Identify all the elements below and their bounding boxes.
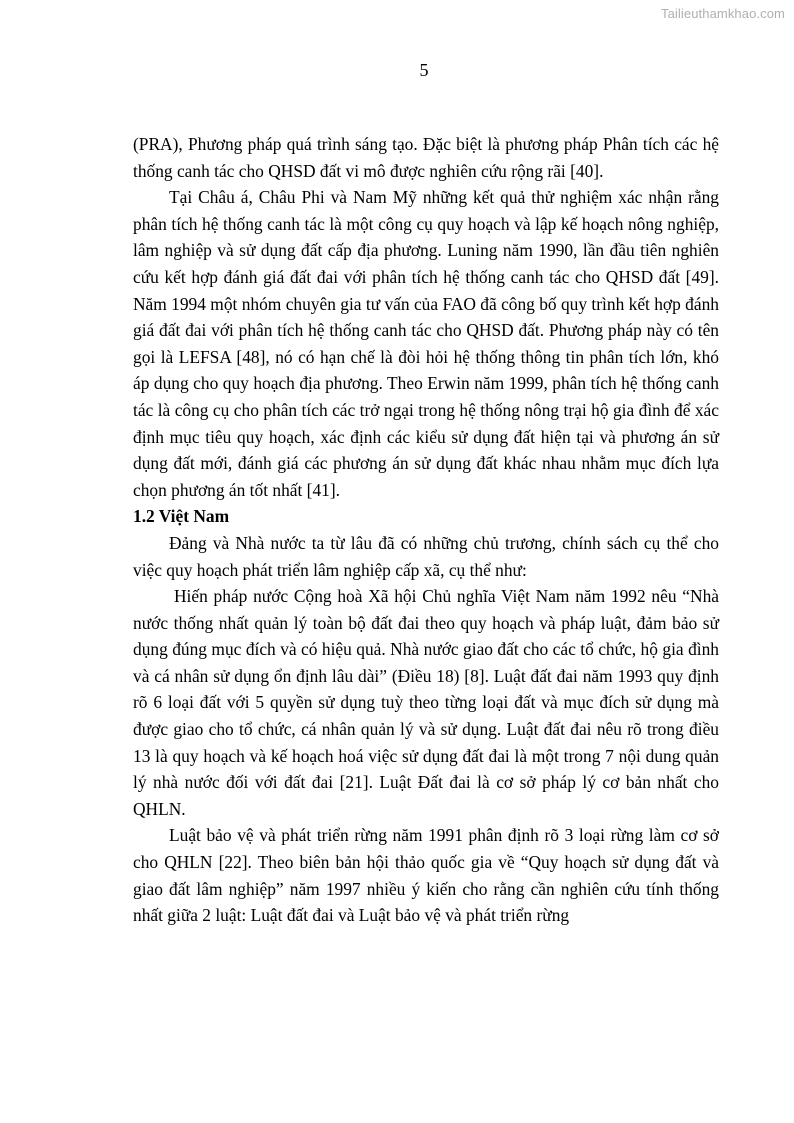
paragraph-party-policy: Đảng và Nhà nước ta từ lâu đã có những chủ trương, chính sách cụ thể cho việc quy hoạch phát triển lâm nghiệp cấp xã, cụ thể như: <box>133 532 719 580</box>
page-number: 5 <box>419 60 429 80</box>
paragraph-constitution: Hiến pháp nước Cộng hoà Xã hội Chủ nghĩa Việt Nam năm 1992 nêu “Nhà nước thống nhất quản lý toàn bộ đất đai theo quy hoạch và pháp luật, đảm bảo sử dụng đúng mục đích và có hiệu quả. Nhà nước giao đất cho các tổ chức, hộ gia đình và cá nhân sử dụng ổn định lâu dài” (Điều 18) [8]. Luật đất đai năm 1993 quy định rõ 6 loại đất với 5 quyền sử dụng tuỳ theo từng loại đất và mục đích sử dụng mà được giao cho tổ chức, cá nhân quản lý và sử dụng. Luật đất đai nêu rõ trong điều 13 là quy hoạch và kế hoạch hoá việc sử dụng đất đai là một trong 7 nội dung quản lý nhà nước đối với đất đai [21]. Luật Đất đai là cơ sở pháp lý cơ bản nhất cho QHLN. <box>133 586 719 819</box>
paragraph-farming-systems: Tại Châu á, Châu Phi và Nam Mỹ những kết quả thử nghiệm xác nhận rằng phân tích hệ thống canh tác là một công cụ quy hoạch và lập kế hoạch nông nghiệp, lâm nghiệp và sử dụng đất cấp địa phương. Luning năm 1990, lần đầu tiên nghiên cứu kết hợp đánh giá đất đai với phân tích hệ thống canh tác cho QHSD đất [49]. Năm 1994 một nhóm chuyên gia tư vấn của FAO đã công bố quy trình kết hợp đánh giá đất đai với phân tích hệ thống canh tác cho QHSD đất. Phương pháp này có tên gọi là LEFSA [48], nó có hạn chế là đòi hỏi hệ thống thông tin phân tích lớn, khó áp dụng cho quy hoạch địa phương. Theo Erwin năm 1999, phân tích hệ thống canh tác là công cụ cho phân tích các trở ngại trong hệ thống nông trại hộ gia đình để xác định mục tiêu quy hoạch, xác định các kiểu sử dụng đất hiện tại và phương án sử dụng đất mới, đánh giá các phương án sử dụng đất khác nhau nhằm mục đích lựa chọn phương án tốt nhất [41]. <box>133 187 719 500</box>
section-heading-vietnam: 1.2 Việt Nam <box>133 506 230 527</box>
document-body <box>133 131 719 929</box>
paragraph-forest-law: Luật bảo vệ và phát triển rừng năm 1991 phân định rõ 3 loại rừng làm cơ sở cho QHLN [22]. Theo biên bản hội thảo quốc gia về “Quy hoạch sử dụng đất và giao đất lâm nghiệp” năm 1997 nhiều ý kiến cho rằng cần nghiên cứu tính thống nhất giữa 2 luật: Luật đất đai và Luật bảo vệ và phát triển rừng <box>133 825 719 926</box>
paragraph-pra-methods: (PRA), Phương pháp quá trình sáng tạo. Đặc biệt là phương pháp Phân tích các hệ thống canh tác cho QHSD đất vi mô được nghiên cứu rộng rãi [40]. <box>133 134 719 181</box>
watermark-text: Tailieuthamkhao.com <box>660 6 785 21</box>
